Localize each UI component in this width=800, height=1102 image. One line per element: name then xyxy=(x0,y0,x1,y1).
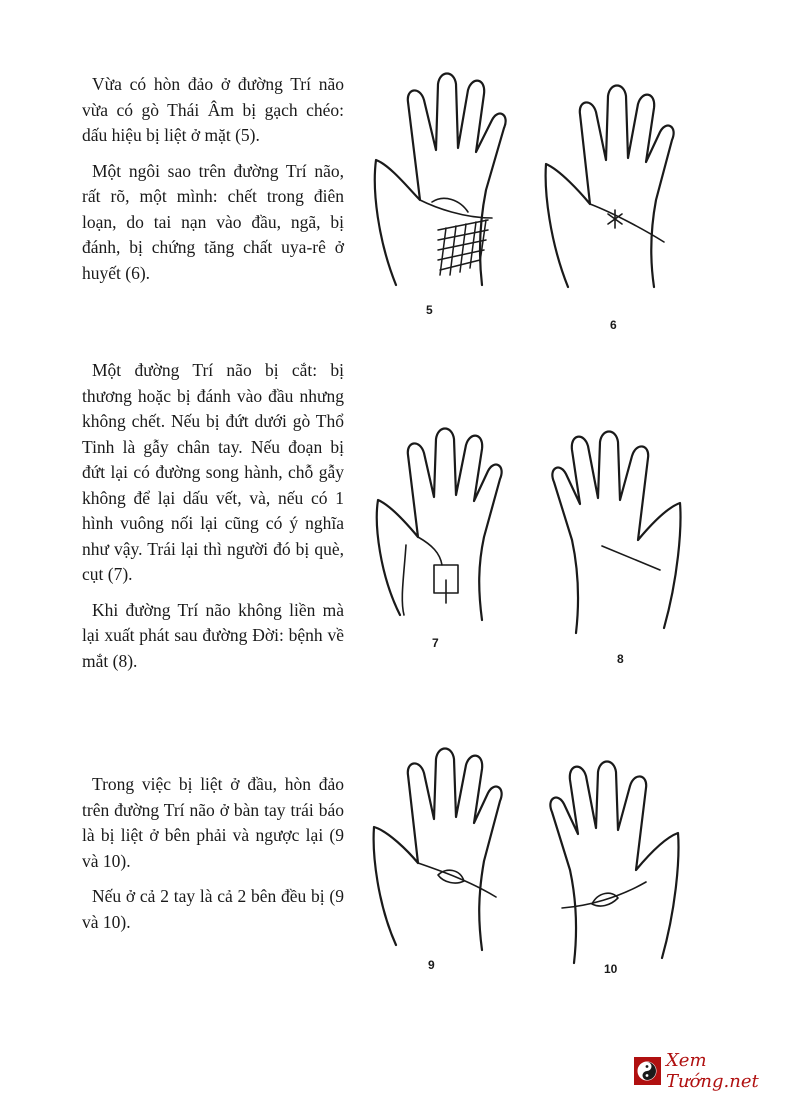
paragraph: Một ngôi sao trên đường Trí não, rất rõ, một mình: chết trong điên loạn, do tai nạn vào đầu, ngã, bị đánh, bị chứng tăng chất uya-rê ở huyết (6). xyxy=(82,160,344,283)
watermark-text: Xem Tướng.net xyxy=(665,1050,759,1092)
hand-figure-6 xyxy=(538,82,698,302)
paragraph: Một đường Trí não bị cắt: bị thương hoặc bị đánh vào đầu nhưng không chết. Nếu bị đứt dưới gò Thổ Tinh là gẫy chân tay. Nếu đoạn bị đứt lại có đường song hành, chỗ gẫy không để lại dấu vết, và, nếu có 1 hình vuông nối lại cũng có ý nghĩa như vậy. Trái lại thì người đó bị què, cụt (7). xyxy=(82,360,344,584)
figure-number-10: 10 xyxy=(604,962,618,976)
figure-number-8: 8 xyxy=(617,652,624,666)
watermark-logo xyxy=(634,1050,800,1092)
hand-figure-8 xyxy=(540,428,690,643)
text-block-1 xyxy=(82,72,344,296)
paragraph: Vừa có hòn đảo ở đường Trí não vừa có gò Thái Âm bị gạch chéo: dấu hiệu bị liệt ở mặt (5). xyxy=(82,74,344,145)
hand-figure-5 xyxy=(368,70,528,295)
text-block-3 xyxy=(82,772,344,945)
hand-figure-10 xyxy=(538,758,688,973)
hand-figure-9 xyxy=(368,745,528,960)
figure-number-7: 7 xyxy=(432,636,439,650)
figure-number-5: 5 xyxy=(426,303,433,317)
paragraph: Khi đường Trí não không liền mà lại xuất phát sau đường Đời: bệnh về mắt (8). xyxy=(82,599,344,671)
paragraph: Trong việc bị liệt ở đầu, hòn đảo trên đường Trí não ở bàn tay trái báo là bị liệt ở bên phải và ngược lại (9 và 10). xyxy=(82,774,344,871)
paragraph: Nếu ở cả 2 tay là cả 2 bên đều bị (9 và 10). xyxy=(82,886,344,932)
hand-figure-7 xyxy=(370,425,520,635)
yin-yang-icon xyxy=(634,1057,661,1085)
text-block-2 xyxy=(82,358,344,684)
figure-number-9: 9 xyxy=(428,958,435,972)
figure-number-6: 6 xyxy=(610,318,617,332)
